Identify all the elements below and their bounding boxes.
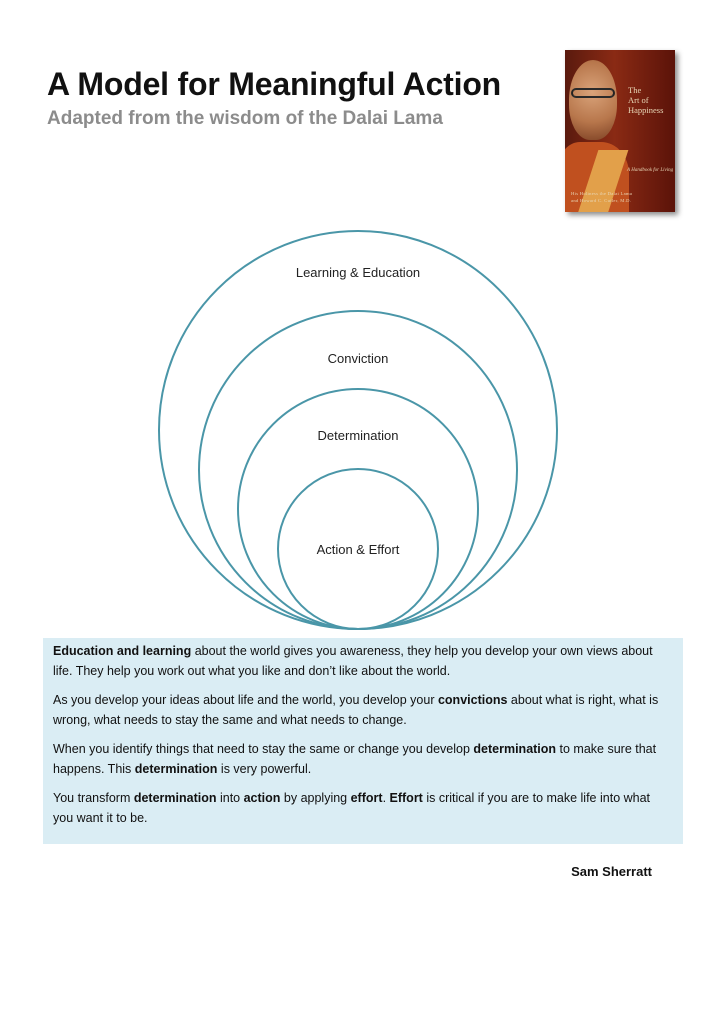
label-conviction: Conviction [327,351,389,366]
author-signature: Sam Sherratt [571,864,652,879]
paragraph-convictions [53,691,673,730]
paragraph-text: You transform [53,791,134,805]
paragraph-determination [53,740,673,779]
paragraph-text: . [382,791,390,805]
bold-term: effort [350,791,383,805]
label-learning-education: Learning & Education [295,265,421,280]
paragraph-action-effort [53,789,673,828]
bold-term: Effort [389,791,423,805]
label-determination: Determination [317,428,399,443]
circle-determination [238,389,478,629]
paragraph-text: As you develop your ideas about life and the world, you develop your [53,693,438,707]
bold-term: Education and learning [53,644,192,658]
book-title-line: The [628,85,642,95]
book-author-line: and Howard C. Cutler, M.D. [571,198,632,203]
paragraph-text: about the world gives you awareness, they help you develop your own views about life. They help you work out what you like and don’t like about the world. [53,644,653,678]
paragraph-text: is critical if you are to make life into what you want it to be. [53,791,651,825]
book-title-line: Art of [628,95,649,105]
paragraph-text: to make sure that happens. This [53,742,657,776]
book-author-line: His Holiness the Dalai Lama [571,191,633,196]
bold-term: determination [134,761,218,776]
page-subtitle: Adapted from the wisdom of the Dalai Lama [47,108,443,129]
book-cover-subtitle: A Handbook for Living [627,168,674,173]
explanation-box [43,638,683,844]
bold-term: determination [133,791,217,805]
bold-term: determination [473,742,557,756]
label-action-effort: Action & Effort [316,542,400,557]
bold-term: action [243,791,281,805]
paragraph-education [53,642,673,681]
paragraph-text: is very powerful. [217,761,312,776]
paragraph-text: When you identify things that need to stay the same or change you develop [53,742,474,756]
paragraph-text: about what is right, what is wrong, what needs to stay the same and what needs to change. [53,693,659,727]
book-title-line: Happiness [628,105,664,115]
page-title: A Model for Meaningful Action [47,66,502,102]
bold-term: convictions [437,693,508,707]
paragraph-text: into [216,791,244,805]
paragraph-text: by applying [280,791,351,805]
